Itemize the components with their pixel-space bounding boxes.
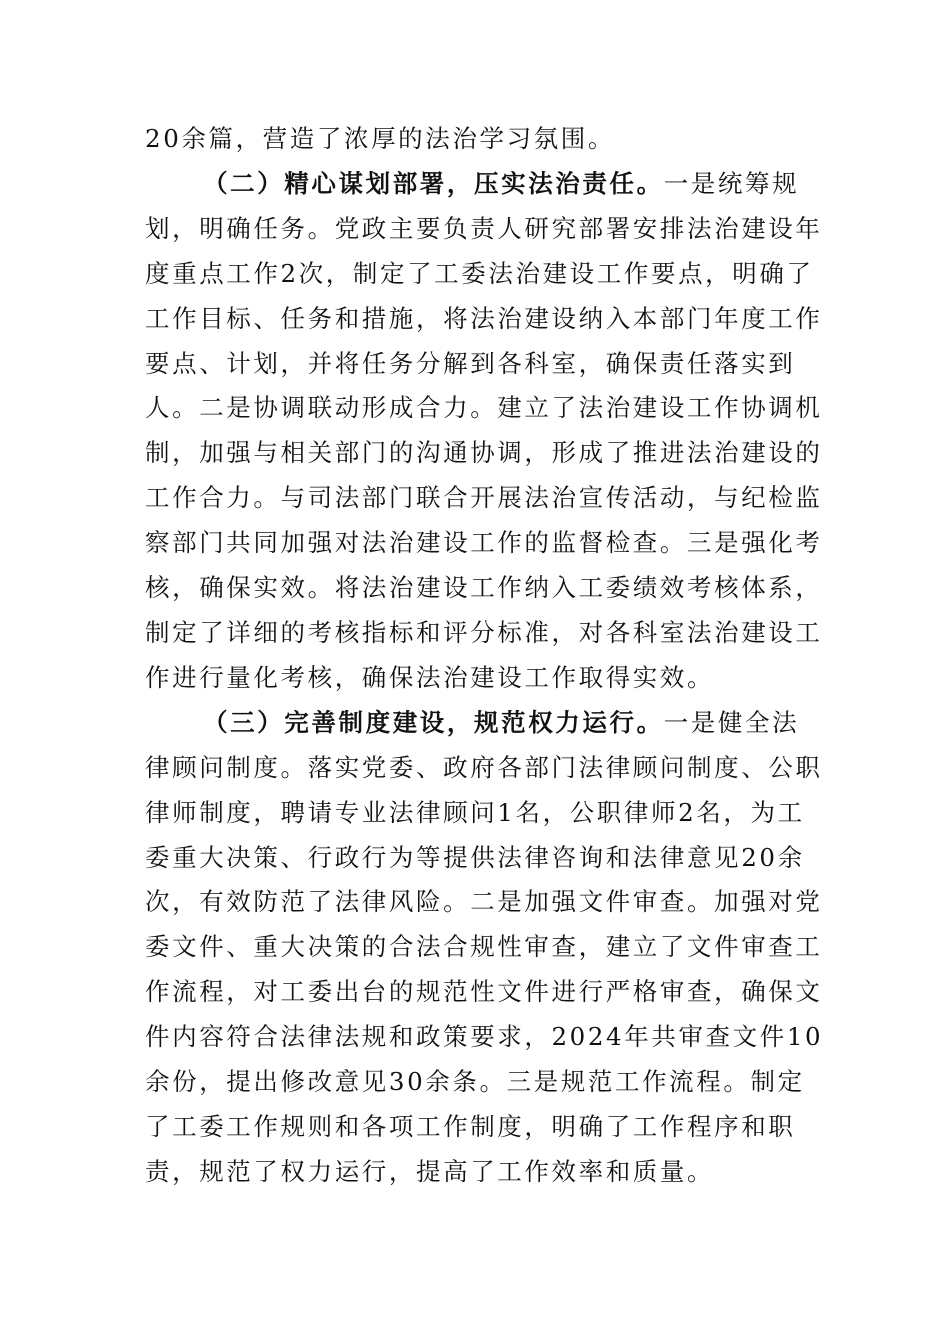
paragraph-section-2	[145, 162, 825, 701]
section-heading: （三）完善制度建设，规范权力运行。	[203, 707, 664, 737]
paragraph-text: 20余篇，营造了浓厚的法治学习氛围。	[145, 124, 615, 153]
paragraph-text: 一是统筹规划，明确任务。党政主要负责人研究部署安排法治建设年度重点工作2次，制定了工委法治建设工作要点，明确了工作目标、任务和措施，将法治建设纳入本部门年度工作要点、计划，并将任务分解到各科室，确保责任落实到人。二是协调联动形成合力。建立了法治建设工作协调机制，加强与相关部门的沟通协调，形成了推进法治建设的工作合力。与司法部门联合开展法治宣传活动，与纪检监察部门共同加强对法治建设工作的监督检查。三是强化考核，确保实效。将法治建设工作纳入工委绩效考核体系，制定了详细的考核指标和评分标准，对各科室法治建设工作进行量化考核，确保法治建设工作取得实效。	[145, 168, 823, 692]
paragraph-continuation	[145, 117, 825, 162]
section-heading: （二）精心谋划部署，压实法治责任。	[203, 168, 664, 198]
paragraph-text: 一是健全法律顾问制度。落实党委、政府各部门法律顾问制度、公职律师制度，聘请专业法律顾问1名，公职律师2名，为工委重大决策、行政行为等提供法律咨询和法律意见20余次，有效防范了法律风险。二是加强文件审查。加强对党委文件、重大决策的合法合规性审查，建立了文件审查工作流程，对工委出台的规范性文件进行严格审查，确保文件内容符合法律法规和政策要求，2024年共审查文件10余份，提出修改意见30余条。三是规范工作流程。制定了工委工作规则和各项工作制度，明确了工作程序和职责，规范了权力运行，提高了工作效率和质量。	[145, 707, 824, 1186]
paragraph-section-3	[145, 701, 825, 1195]
document-body	[145, 117, 825, 1195]
